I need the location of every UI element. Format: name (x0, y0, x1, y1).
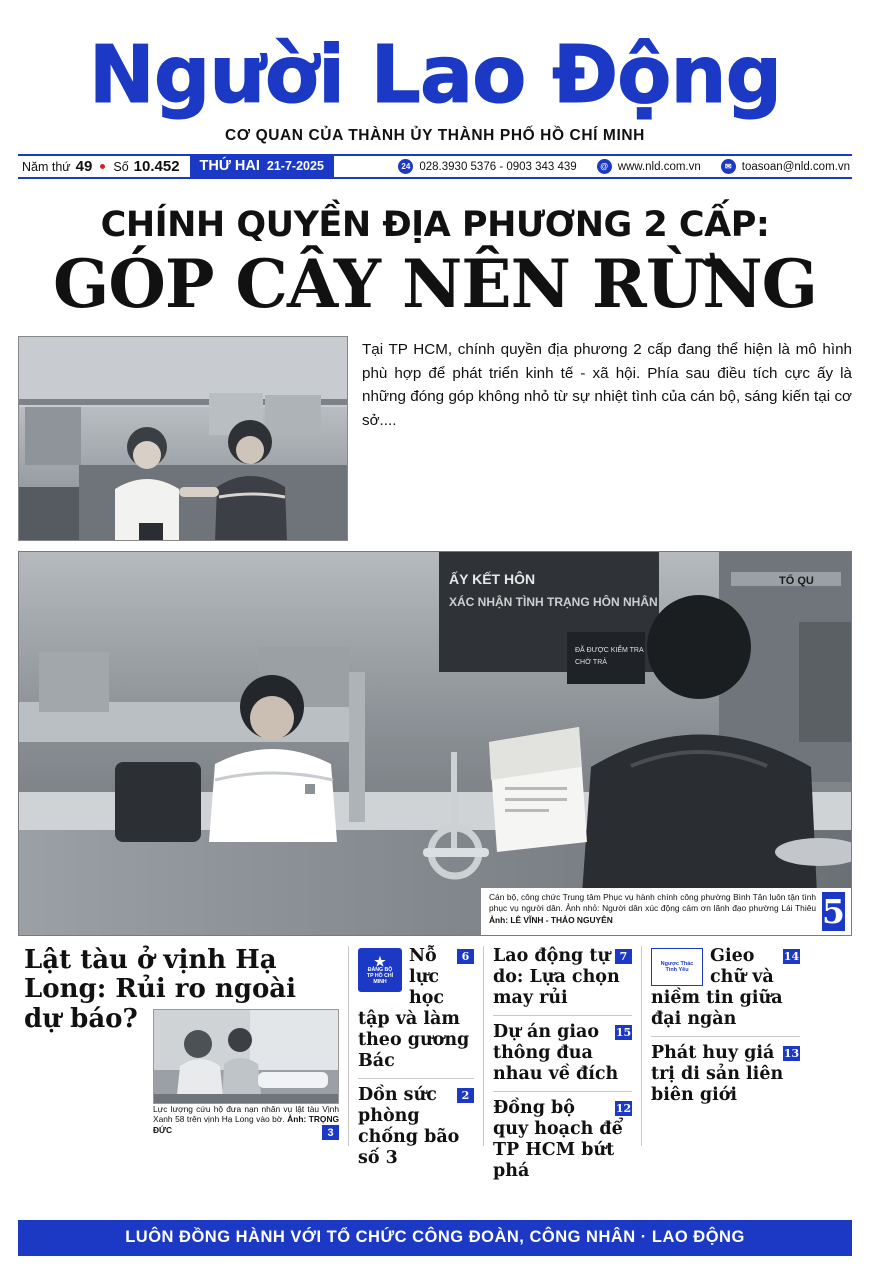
divider (493, 1015, 632, 1016)
page-badge-feature: 3 (322, 1125, 339, 1140)
divider (651, 1036, 800, 1037)
masthead-title: Người Lao Động (88, 29, 782, 121)
teaser-item-text: Nỗ lực học tập và làm theo gương Bác (358, 946, 470, 1072)
teaser-item-text: Đồng bộ quy hoạch để TP HCM bứt phá (493, 1098, 623, 1182)
main-photo-artwork (19, 552, 852, 936)
teaser-feature-artwork (154, 1010, 339, 1104)
logo-line-2: Tình Yêu (665, 967, 689, 974)
bullet-dot-icon (100, 164, 105, 169)
teaser-feature[interactable] (18, 946, 348, 1146)
teaser-row (18, 945, 852, 1182)
lead-paragraph: Tại TP HCM, chính quyền địa phương 2 cấp đang thể hiện là mô hình phù hợp để phát triển kinh tế - xã hội. Phía sau điều tích cực ấy là những đóng góp không nhỏ từ sự nhiệt tình của cán bộ, sáng kiến tại cơ sở.... (362, 341, 852, 430)
teaser-item[interactable] (651, 1043, 800, 1106)
svg-text:ĐÃ ĐƯỢC KIỂM TRA: ĐÃ ĐƯỢC KIỂM TRA (575, 647, 644, 655)
teaser-item[interactable] (493, 946, 632, 1009)
page-badge: 14 (783, 950, 800, 964)
headline-kicker: CHÍNH QUYỀN ĐỊA PHƯƠNG 2 CẤP: (100, 205, 770, 246)
teaser-item-text: Dồn sức phòng chống bão số 3 (358, 1085, 460, 1169)
phone-24h-icon: 24 (398, 159, 413, 174)
globe-icon: @ (597, 159, 612, 174)
divider (358, 1078, 474, 1079)
svg-text:XÁC NHẬN TÌNH TRẠNG HÔN NHÂN: XÁC NHẬN TÌNH TRẠNG HÔN NHÂN (449, 595, 658, 610)
email[interactable]: toasoan@nld.com.vn (741, 160, 850, 173)
emblem-line-2: TP HỒ CHÍ MINH (366, 972, 394, 985)
page-badge: 2 (457, 1088, 474, 1103)
emblem-line-1: ĐẢNG BỘ (367, 966, 393, 973)
teaser-column-3 (641, 946, 809, 1146)
main-photo-caption (481, 888, 851, 935)
teaser-item[interactable] (493, 1098, 632, 1182)
page-badge: 6 (457, 949, 474, 964)
masthead-subtitle: CƠ QUAN CỦA THÀNH ỦY THÀNH PHỐ HỒ CHÍ MINH (225, 127, 645, 145)
teaser-item-text: Phát huy giá trị di sản liên biên giới (651, 1043, 784, 1106)
page-badge: 13 (783, 1047, 800, 1061)
weekday: THỨ HAI (199, 158, 260, 175)
star-icon: ★ (374, 953, 386, 969)
caption-credit: Ảnh: LÊ VĨNH - THẢO NGUYÊN (489, 914, 613, 925)
teaser-feature-credit: Ảnh: TRỌNG ĐỨC (153, 1114, 340, 1136)
teaser-feature-caption (153, 1104, 339, 1141)
divider (493, 1091, 632, 1092)
footer-banner: LUÔN ĐỒNG HÀNH VỚI TỔ CHỨC CÔNG ĐOÀN, CÔNG NHÂN · LAO ĐỘNG (18, 1220, 852, 1256)
teaser-item-text: Gieo chữ và niềm tin giữa đại ngàn (651, 946, 783, 1030)
date-value: 21-7-2025 (266, 159, 324, 174)
page-badge: 15 (615, 1026, 632, 1040)
main-photo-caption-text (489, 892, 816, 931)
teaser-item[interactable] (358, 1085, 474, 1169)
teaser-feature-caption-text: Lực lượng cứu hộ đưa nạn nhân vụ lật tàu Vịnh Xanh 58 trên vịnh Hạ Long vào bờ. (153, 1103, 339, 1125)
teaser-feature-title: Lật tàu ở vịnh Hạ Long: Rủi ro ngoài dự báo? (24, 945, 297, 1034)
main-photo-public-service-center (18, 551, 852, 936)
inset-photo-artwork (19, 337, 348, 541)
website[interactable]: www.nld.com.vn (617, 160, 701, 173)
year-label: Năm thứ (22, 159, 71, 174)
lead-row (18, 336, 852, 541)
date-box (190, 154, 334, 179)
issue-value: 10.452 (133, 158, 180, 176)
issue-info (18, 158, 180, 175)
teaser-feature-photo (153, 1009, 339, 1104)
masthead (18, 29, 852, 145)
inset-photo-handshake (18, 336, 348, 541)
svg-text:ẤY KẾT HÔN: ẤY KẾT HÔN (449, 571, 536, 588)
hotline: 028.3930 5376 - 0903 343 439 (419, 160, 577, 173)
teaser-item[interactable] (493, 1022, 632, 1085)
teaser-item-text: Dự án giao thông đua nhau về đích (493, 1022, 619, 1085)
svg-text:CHỜ TRẢ: CHỜ TRẢ (575, 659, 607, 667)
page-badge: 12 (615, 1102, 632, 1116)
mail-icon: ✉ (721, 159, 736, 174)
year-value: 49 (75, 158, 93, 176)
teaser-item[interactable] (651, 946, 800, 1030)
issue-label: Số (113, 159, 129, 174)
teaser-column-1 (348, 946, 483, 1169)
page-badge-main: 5 (822, 892, 845, 932)
page-badge: 7 (615, 949, 632, 964)
logo-line-1: Ngược Thác (660, 960, 694, 967)
headline-main: GÓP CÂY NÊN RỪNG (52, 245, 818, 324)
teaser-column-2 (483, 946, 641, 1182)
svg-text:TỔ QU: TỔ QU (779, 575, 814, 588)
info-bar (18, 154, 852, 179)
caption-body: Cán bộ, công chức Trung tâm Phục vụ hành chính công phường Bình Tân luôn tận tình phục vụ người dân. Ảnh nhỏ: Người dân xúc động cảm ơn lãnh đạo phường Lái Thiêu (489, 892, 817, 914)
teaser-item-text: Lao động tự do: Lựa chọn may rủi (493, 946, 620, 1009)
teaser-item[interactable] (358, 946, 474, 1072)
contact-info (398, 159, 852, 174)
